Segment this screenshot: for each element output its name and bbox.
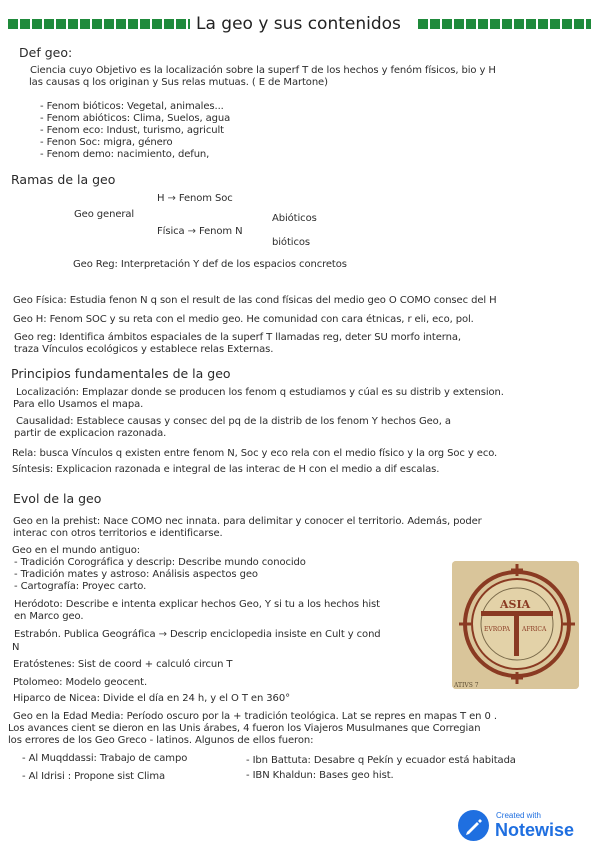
- evol-estrabon-desc: Descrip enciclopedia insiste en Cult y cond: [169, 629, 381, 640]
- evol-line: Hiparco de Nicea: Divide el día en 24 h, y el O T en 360°: [13, 693, 290, 704]
- arrow-icon: →: [187, 226, 196, 237]
- page-title: La geo y sus contenidos: [196, 14, 401, 34]
- arrow-icon: →: [167, 193, 176, 204]
- def-item: - Fenon Soc: migra, género: [40, 137, 173, 148]
- to-map-image: [452, 561, 579, 689]
- viajero-item: - Al Muqddassi: Trabajo de campo: [22, 753, 188, 764]
- evol-line: Eratóstenes: Sist de coord + calculó circun T: [13, 659, 233, 670]
- notewise-brand: [458, 808, 593, 844]
- evol-estrabon-row: [14, 629, 381, 641]
- principio-line: partir de explicacion razonada.: [14, 428, 167, 439]
- map-label-africa: AFRICA: [522, 626, 547, 633]
- ramas-h-label: H: [157, 193, 165, 204]
- map-caption: ATIVS 7: [454, 682, 479, 689]
- def-geo-reg-cont: traza Vínculos ecológicos y establece relas Externas.: [14, 344, 274, 355]
- ramas-abioticos: Abióticos: [272, 213, 317, 224]
- principio-line: Para ello Usamos el mapa.: [13, 399, 144, 410]
- def-item: - Fenom bióticos: Vegetal, animales...: [40, 101, 224, 112]
- title-bar: [0, 14, 599, 34]
- principio-line: Síntesis: Explicacion razonada e integral de las interac de H con el medio a dif escalas.: [12, 464, 440, 475]
- map-label-europa: EVROPA: [484, 626, 510, 633]
- evol-estrabon: Estrabón. Publica Geográfica: [14, 629, 156, 640]
- map-label-asia: ASIA: [500, 598, 531, 611]
- principios-heading: Principios fundamentales de la geo: [11, 366, 231, 381]
- principio-line: Localización: Emplazar donde se producen los fenom q estudiamos y cúal es su distrib y extension.: [16, 387, 504, 398]
- evol-line: N: [12, 642, 20, 653]
- to-map-drawing: [452, 561, 579, 689]
- evol-line: - Tradición Corográfica y descrip: Describe mundo conocido: [14, 557, 306, 568]
- title-stripe-left: [8, 19, 190, 29]
- ramas-fenom-n: Fenom N: [199, 226, 243, 237]
- evol-line: interac con otros territorios e identificarse.: [13, 528, 223, 539]
- notewise-logo-icon: [458, 810, 489, 841]
- evol-line: Ptolomeo: Modelo geocent.: [13, 677, 148, 688]
- def-line-2: las causas q los originan y Sus relas mutuas. ( E de Martone): [29, 77, 328, 88]
- brand-name: Notewise: [495, 820, 575, 840]
- ramas-reg: Geo Reg: Interpretación Y def de los espacios concretos: [73, 259, 347, 270]
- evol-line: - Cartografía: Proyec carto.: [14, 581, 147, 592]
- def-fisica: Geo Física: Estudia fenon N q son el result de las cond físicas del medio geo O COMO consec del H: [13, 295, 497, 306]
- evol-line: Geo en la prehist: Nace COMO nec innata. para delimitar y conocer el territorio. Además, poder: [13, 516, 482, 527]
- def-line-1: Ciencia cuyo Objetivo es la localización sobre la superf T de los hechos y fenóm físicos, bio y H: [30, 65, 496, 76]
- def-item: - Fenom eco: Indust, turismo, agricult: [40, 125, 224, 136]
- evol-line: Geo en el mundo antiguo:: [12, 545, 140, 556]
- evol-line: en Marco geo.: [14, 611, 84, 622]
- ramas-h-row: [157, 193, 233, 205]
- arrow-icon: →: [158, 629, 167, 640]
- evol-line: los errores de los Geo Greco - latinos. Algunos de ellos fueron:: [8, 735, 314, 746]
- evol-line: Los avances cient se dieron en las Unis árabes, 4 fueron los Viajeros Musulmanes que Corregian: [8, 723, 481, 734]
- ramas-fisica-row: [157, 226, 243, 238]
- def-geo-h: Geo H: Fenom SOC y su reta con el medio geo. He comunidad con cara étnicas, r eli, eco, pol.: [13, 314, 474, 325]
- evol-heading: Evol de la geo: [13, 491, 102, 506]
- title-stripe-right: [418, 19, 591, 29]
- evol-line: Geo en la Edad Media: Período oscuro por la + tradición teológica. Lat se repres en mapas T en 0 .: [13, 711, 497, 722]
- viajero-item: - IBN Khaldun: Bases geo hist.: [246, 770, 394, 781]
- ramas-heading: Ramas de la geo: [11, 172, 116, 187]
- ramas-bioticos: bióticos: [272, 237, 310, 248]
- principio-line: Causalidad: Establece causas y consec del pq de la distrib de los fenom Y hechos Geo, a: [16, 416, 451, 427]
- brand-created-with: Created with: [496, 811, 541, 820]
- def-item: - Fenom abióticos: Clima, Suelos, agua: [40, 113, 231, 124]
- principio-line: Rela: busca Vínculos q existen entre fenom N, Soc y eco rela con el medio físico y la org Soc y eco.: [12, 448, 498, 459]
- evol-line: Heródoto: Describe e intenta explicar hechos Geo, Y si tu a los hechos hist: [14, 599, 380, 610]
- def-heading: Def geo:: [19, 45, 73, 60]
- def-item: - Fenom demo: nacimiento, defun,: [40, 149, 210, 160]
- pen-icon: [458, 810, 489, 841]
- ramas-general: Geo general: [74, 209, 135, 220]
- viajero-item: - Al Idrisi : Propone sist Clima: [22, 771, 165, 782]
- viajero-item: - Ibn Battuta: Desabre q Pekín y ecuador está habitada: [246, 755, 516, 766]
- ramas-fisica-label: Física: [157, 226, 185, 237]
- def-geo-reg: Geo reg: Identifica ámbitos espaciales de la superf T llamadas reg, deter SU morfo interna,: [14, 332, 461, 343]
- evol-line: - Tradición mates y astroso: Análisis aspectos geo: [14, 569, 258, 580]
- ramas-fenom-soc: Fenom Soc: [178, 193, 233, 204]
